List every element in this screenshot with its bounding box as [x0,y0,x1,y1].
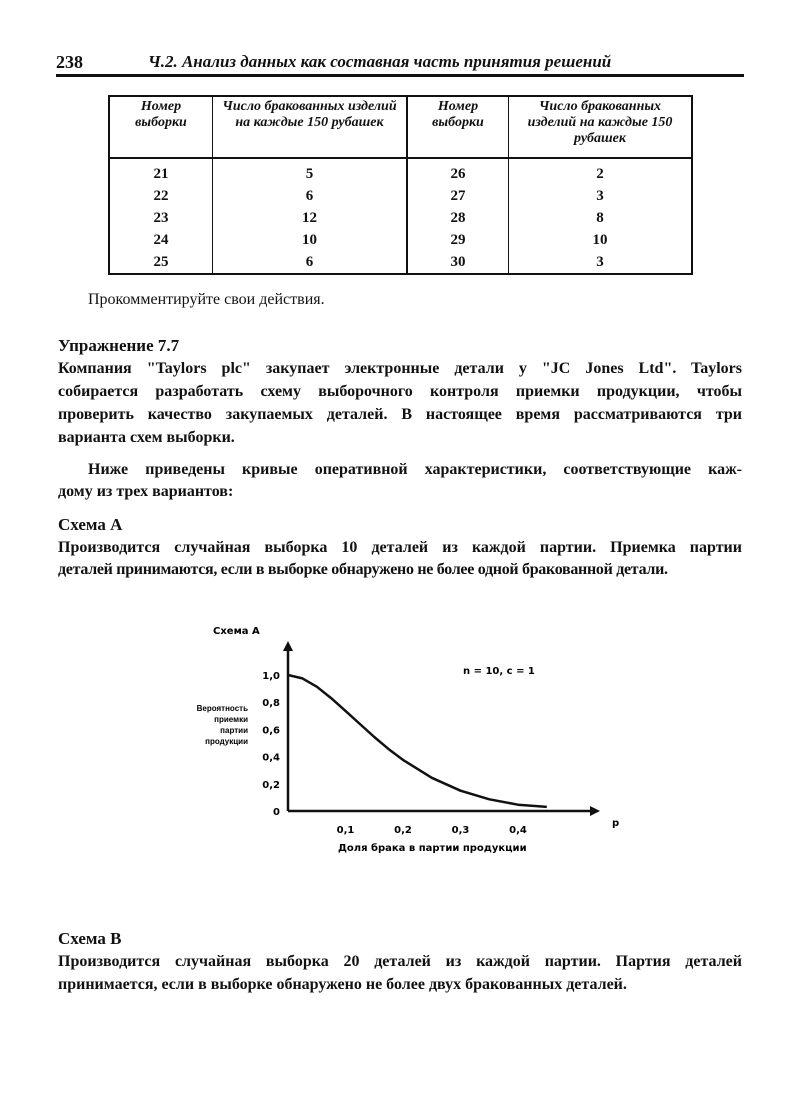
table-cell: 29 [407,229,509,251]
table-cell: 27 [407,185,509,207]
paragraph-line: Производится случайная выборка 10 деталей из каждой партии. Приемка партии [58,539,742,556]
table-cell: 2 [509,158,693,185]
paragraph-line: принимается, если в выборке обнаружено не более двух бракованных деталей. [58,976,627,993]
y-tick-label: 0,4 [262,752,280,764]
chart-title: Схема А [213,626,260,637]
scheme-b-title: Схема В [58,929,122,948]
paragraph-line: проверить качество закупаемых деталей. В настоящее время рассматриваются три [58,406,742,423]
column-header: Число бракованных изделий на каждые 150 рубашек [509,96,693,158]
table-cell: 21 [109,158,213,185]
column-header: Номер выборки [109,96,213,158]
table-cell: 30 [407,251,509,274]
table-cell: 12 [213,207,408,229]
paragraph-line: Компания "Taylors plc" закупает электронные детали у "JC Jones Ltd". Taylors [58,360,742,377]
y-tick-label: 0 [273,807,280,818]
chart-annotation: n = 10, c = 1 [463,666,535,677]
table-cell: 6 [213,185,408,207]
table-cell: 26 [407,158,509,185]
x-tick-label: 0,1 [336,825,355,836]
y-axis-arrow-icon [283,641,293,651]
table-cell: 3 [509,251,693,274]
paragraph-line: дому из трех вариантов: [58,483,234,500]
x-axis-label: Доля брака в партии продукции [338,843,527,854]
x-tick-label: 0,3 [451,825,470,836]
column-header: Номер выборки [407,96,509,158]
table-cell: 22 [109,185,213,207]
running-title: Ч.2. Анализ данных как составная часть принятия решений [148,52,612,71]
y-tick-label: 0,8 [262,698,280,710]
x-tick-label: 0,2 [394,825,412,836]
y-axis-label: партии [220,726,248,735]
y-axis-label: Вероятность [196,704,248,713]
page-number: 238 [56,52,83,72]
table-cell: 10 [213,229,408,251]
y-tick-label: 1,0 [262,671,280,682]
y-axis-label: приемки [214,715,248,724]
table-cell: 23 [109,207,213,229]
y-tick-label: 0,2 [262,779,280,791]
paragraph-line: варианта схем выборки. [58,429,235,446]
paragraph-line: собирается разработать схему выборочного контроля приемки продукции, чтобы [58,383,742,400]
scheme-a-title: Схема А [58,515,123,534]
paragraph-line: Ниже приведены кривые оперативной характеристики, соответствующие каж- [88,461,742,478]
y-axis-label: продукции [205,737,248,746]
paragraph-line: Производится случайная выборка 20 деталей из каждой партии. Партия деталей [58,953,742,970]
exercise-title: Упражнение 7.7 [58,336,180,355]
y-tick-label: 0,6 [262,725,280,737]
table-cell: 3 [509,185,693,207]
table-cell: 8 [509,207,693,229]
table-cell: 5 [213,158,408,185]
table-cell: 24 [109,229,213,251]
paragraph-line: деталей принимаются, если в выборке обнаружено не более одной бракованной детали. [58,561,668,578]
x-tick-label: 0,4 [509,825,527,836]
x-axis-symbol: p [612,818,620,829]
comment-text: Прокомментируйте свои действия. [88,291,325,308]
table-cell: 25 [109,251,213,274]
table-cell: 28 [407,207,509,229]
oc-curve-line [288,675,547,807]
column-header: Число бракованных изделий на каждые 150 рубашек [213,96,408,158]
table-cell: 10 [509,229,693,251]
x-axis-arrow-icon [590,806,600,816]
table-cell: 6 [213,251,408,274]
